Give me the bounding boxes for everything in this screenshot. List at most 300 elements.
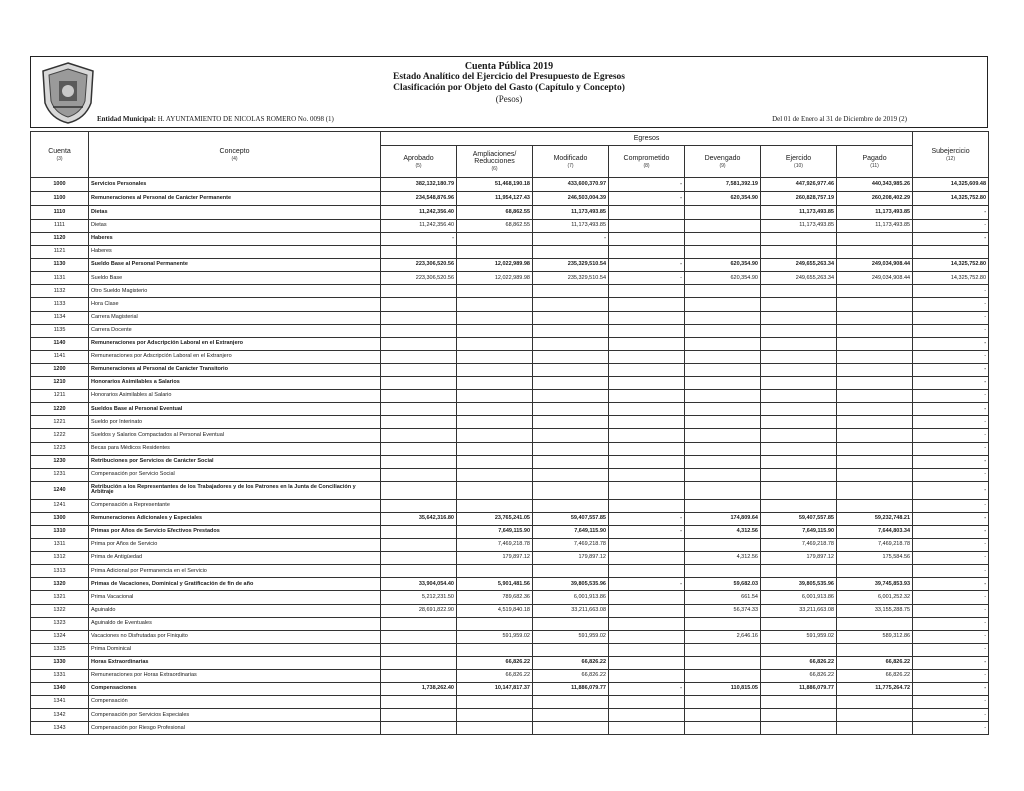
cell-comprometido [609, 298, 685, 311]
cell-comprometido: - [609, 272, 685, 285]
cell-modificado: - [533, 233, 609, 246]
cell-subejercicio: - [913, 363, 989, 376]
cell-cuenta: 1210 [31, 377, 89, 390]
cell-aprobado [381, 468, 457, 481]
cell-pagado: 66,826.22 [837, 670, 913, 683]
cell-ampliaciones: 179,897.12 [457, 552, 533, 565]
cell-subejercicio: - [913, 604, 989, 617]
cell-devengado: 620,354.90 [685, 272, 761, 285]
cell-pagado [837, 233, 913, 246]
cell-ampliaciones [457, 722, 533, 735]
cell-devengado: 110,815.05 [685, 683, 761, 696]
cell-ampliaciones [457, 643, 533, 656]
table-row [31, 591, 989, 604]
cell-concepto: Prima de Antigüedad [89, 552, 381, 565]
table-row [31, 481, 989, 499]
cell-modificado: 7,469,218.78 [533, 539, 609, 552]
cell-comprometido [609, 630, 685, 643]
cell-devengado [685, 539, 761, 552]
cell-comprometido: - [609, 259, 685, 272]
cell-cuenta: 1111 [31, 220, 89, 233]
cell-modificado [533, 363, 609, 376]
cell-modificado: 235,329,510.54 [533, 259, 609, 272]
cell-ampliaciones [457, 565, 533, 578]
cell-devengado: 56,374.33 [685, 604, 761, 617]
table-row [31, 390, 989, 403]
cell-aprobado [381, 630, 457, 643]
cell-modificado [533, 565, 609, 578]
cell-concepto: Sueldo Base al Personal Permanente [89, 259, 381, 272]
cell-cuenta: 1221 [31, 416, 89, 429]
table-row [31, 630, 989, 643]
cell-ejercido [761, 481, 837, 499]
cell-concepto: Servicios Personales [89, 178, 381, 192]
cell-concepto: Sueldo por Interinato [89, 416, 381, 429]
cell-subejercicio: - [913, 429, 989, 442]
cell-aprobado: 382,132,180.79 [381, 178, 457, 192]
cell-pagado [837, 442, 913, 455]
cell-cuenta: 1000 [31, 178, 89, 192]
report-currency: (Pesos) [495, 94, 523, 104]
cell-comprometido [609, 403, 685, 416]
cell-cuenta: 1341 [31, 696, 89, 709]
cell-comprometido [609, 552, 685, 565]
cell-comprometido [609, 539, 685, 552]
table-row [31, 272, 989, 285]
cell-subejercicio [913, 246, 989, 259]
cell-cuenta: 1240 [31, 481, 89, 499]
cell-aprobado: 33,904,054.40 [381, 578, 457, 591]
cell-modificado [533, 468, 609, 481]
cell-ampliaciones [457, 298, 533, 311]
cell-devengado [685, 285, 761, 298]
cell-ampliaciones: 5,901,481.56 [457, 578, 533, 591]
cell-pagado [837, 429, 913, 442]
header-cuenta: Cuenta (3) [31, 132, 89, 178]
header-devengado: Devengado (9) [685, 146, 761, 178]
table-row [31, 377, 989, 390]
cell-subejercicio: - [913, 442, 989, 455]
cell-cuenta: 1220 [31, 403, 89, 416]
cell-pagado: 7,469,218.78 [837, 539, 913, 552]
cell-subejercicio: - [913, 525, 989, 538]
cell-comprometido [609, 455, 685, 468]
cell-modificado: 11,173,493.85 [533, 206, 609, 220]
cell-ejercido [761, 285, 837, 298]
cell-pagado [837, 617, 913, 630]
cell-ejercido [761, 350, 837, 363]
cell-comprometido [609, 442, 685, 455]
cell-cuenta: 1200 [31, 363, 89, 376]
cell-devengado [685, 337, 761, 350]
cell-devengado: 59,682.03 [685, 578, 761, 591]
header-aprobado: Aprobado (5) [381, 146, 457, 178]
cell-devengado [685, 709, 761, 722]
report-header [30, 56, 988, 128]
cell-pagado [837, 285, 913, 298]
cell-subejercicio: - [913, 324, 989, 337]
table-row [31, 233, 989, 246]
cell-devengado [685, 499, 761, 512]
table-row [31, 643, 989, 656]
table-body [31, 178, 989, 735]
cell-cuenta: 1322 [31, 604, 89, 617]
cell-modificado [533, 429, 609, 442]
cell-comprometido [609, 416, 685, 429]
cell-ampliaciones [457, 403, 533, 416]
cell-modificado: 246,503,004.39 [533, 192, 609, 206]
cell-comprometido: - [609, 192, 685, 206]
cell-ampliaciones [457, 617, 533, 630]
cell-ejercido: 249,655,263.34 [761, 259, 837, 272]
cell-concepto: Prima por Años de Servicio [89, 539, 381, 552]
cell-pagado [837, 696, 913, 709]
cell-comprometido [609, 722, 685, 735]
cell-devengado [685, 565, 761, 578]
cell-aprobado: 5,212,231.50 [381, 591, 457, 604]
cell-devengado [685, 246, 761, 259]
cell-concepto: Compensación por Servicio Social [89, 468, 381, 481]
cell-concepto: Remuneraciones por Adscripción Laboral en el Extranjero [89, 350, 381, 363]
cell-ejercido: 179,897.12 [761, 552, 837, 565]
cell-devengado [685, 390, 761, 403]
cell-ejercido: 249,655,263.34 [761, 272, 837, 285]
cell-cuenta: 1130 [31, 259, 89, 272]
cell-comprometido [609, 499, 685, 512]
cell-concepto: Remuneraciones Adicionales y Especiales [89, 512, 381, 525]
cell-subejercicio: - [913, 298, 989, 311]
cell-cuenta: 1100 [31, 192, 89, 206]
cell-aprobado [381, 350, 457, 363]
cell-aprobado: 35,642,316.80 [381, 512, 457, 525]
table-row [31, 429, 989, 442]
table-row [31, 403, 989, 416]
cell-ejercido [761, 617, 837, 630]
cell-aprobado [381, 722, 457, 735]
cell-ampliaciones [457, 311, 533, 324]
cell-comprometido [609, 390, 685, 403]
cell-modificado: 33,211,663.08 [533, 604, 609, 617]
cell-ampliaciones [457, 481, 533, 499]
cell-subejercicio: - [913, 468, 989, 481]
table-row [31, 206, 989, 220]
cell-subejercicio: - [913, 337, 989, 350]
cell-aprobado [381, 643, 457, 656]
cell-ampliaciones: 591,959.02 [457, 630, 533, 643]
cell-pagado [837, 499, 913, 512]
cell-devengado [685, 670, 761, 683]
cell-concepto: Hora Clase [89, 298, 381, 311]
cell-cuenta: 1300 [31, 512, 89, 525]
cell-comprometido [609, 246, 685, 259]
cell-comprometido [609, 429, 685, 442]
cell-ejercido [761, 324, 837, 337]
cell-concepto: Compensación [89, 696, 381, 709]
cell-ejercido: 11,173,493.85 [761, 220, 837, 233]
cell-subejercicio: - [913, 512, 989, 525]
cell-subejercicio: 14,325,752.80 [913, 192, 989, 206]
cell-modificado [533, 350, 609, 363]
cell-subejercicio: - [913, 206, 989, 220]
header-comprometido: Comprometido (8) [609, 146, 685, 178]
cell-ejercido: 66,826.22 [761, 670, 837, 683]
cell-modificado [533, 311, 609, 324]
cell-ampliaciones: 10,147,817.37 [457, 683, 533, 696]
cell-subejercicio: - [913, 656, 989, 669]
cell-modificado: 179,897.12 [533, 552, 609, 565]
cell-modificado [533, 246, 609, 259]
cell-ejercido: 591,959.02 [761, 630, 837, 643]
cell-devengado [685, 468, 761, 481]
cell-pagado: 7,644,803.34 [837, 525, 913, 538]
cell-devengado [685, 377, 761, 390]
cell-devengado [685, 220, 761, 233]
table-row [31, 363, 989, 376]
cell-concepto: Compensaciones [89, 683, 381, 696]
entity-ref: (1) [325, 115, 334, 123]
cell-modificado: 11,173,493.85 [533, 220, 609, 233]
cell-ejercido: 66,826.22 [761, 656, 837, 669]
cell-pagado: 39,745,853.93 [837, 578, 913, 591]
cell-ampliaciones: 66,826.22 [457, 656, 533, 669]
cell-aprobado [381, 499, 457, 512]
cell-ejercido [761, 363, 837, 376]
cell-comprometido [609, 591, 685, 604]
cell-comprometido [609, 696, 685, 709]
cell-ampliaciones: 23,765,241.05 [457, 512, 533, 525]
cell-ampliaciones [457, 468, 533, 481]
cell-modificado: 235,329,510.54 [533, 272, 609, 285]
cell-concepto: Sueldos Base al Personal Eventual [89, 403, 381, 416]
table-row [31, 670, 989, 683]
report-titles [31, 61, 987, 105]
cell-pagado [837, 311, 913, 324]
cell-ejercido [761, 337, 837, 350]
cell-pagado [837, 455, 913, 468]
cell-comprometido: - [609, 578, 685, 591]
cell-modificado [533, 337, 609, 350]
table-row [31, 324, 989, 337]
cell-comprometido [609, 709, 685, 722]
period-line [772, 115, 907, 123]
table-row [31, 192, 989, 206]
cell-ampliaciones: 68,862.55 [457, 206, 533, 220]
cell-modificado [533, 643, 609, 656]
cell-subejercicio: - [913, 591, 989, 604]
cell-cuenta: 1135 [31, 324, 89, 337]
cell-aprobado [381, 337, 457, 350]
cell-ejercido [761, 298, 837, 311]
table-row [31, 416, 989, 429]
cell-pagado [837, 363, 913, 376]
cell-pagado [837, 246, 913, 259]
header-ampliaciones: Ampliaciones/ Reducciones (6) [457, 146, 533, 178]
cell-cuenta: 1231 [31, 468, 89, 481]
cell-concepto: Carrera Docente [89, 324, 381, 337]
cell-pagado: 440,343,985.26 [837, 178, 913, 192]
cell-ejercido [761, 233, 837, 246]
cell-subejercicio: - [913, 416, 989, 429]
cell-ampliaciones [457, 442, 533, 455]
cell-comprometido: - [609, 683, 685, 696]
cell-ampliaciones [457, 324, 533, 337]
table-row [31, 285, 989, 298]
cell-aprobado: - [381, 233, 457, 246]
table-row [31, 442, 989, 455]
cell-cuenta: 1140 [31, 337, 89, 350]
cell-concepto: Sueldo Base [89, 272, 381, 285]
cell-pagado: 11,173,493.85 [837, 220, 913, 233]
cell-concepto: Carrera Magisterial [89, 311, 381, 324]
cell-modificado [533, 696, 609, 709]
cell-ejercido: 7,469,218.78 [761, 539, 837, 552]
cell-cuenta: 1134 [31, 311, 89, 324]
period-ref: (2) [898, 115, 907, 123]
cell-modificado: 11,886,079.77 [533, 683, 609, 696]
cell-cuenta: 1311 [31, 539, 89, 552]
cell-devengado [685, 298, 761, 311]
cell-devengado [685, 206, 761, 220]
cell-aprobado [381, 656, 457, 669]
cell-modificado: 59,407,557.85 [533, 512, 609, 525]
cell-concepto: Horas Extraordinarias [89, 656, 381, 669]
cell-pagado [837, 390, 913, 403]
cell-comprometido [609, 311, 685, 324]
cell-concepto: Prima Adicional por Permanencia en el Servicio [89, 565, 381, 578]
cell-concepto: Retribuciones por Servicios de Carácter Social [89, 455, 381, 468]
cell-cuenta: 1110 [31, 206, 89, 220]
cell-pagado [837, 722, 913, 735]
cell-ampliaciones [457, 429, 533, 442]
cell-devengado [685, 455, 761, 468]
cell-pagado: 66,826.22 [837, 656, 913, 669]
cell-ejercido: 447,926,977.46 [761, 178, 837, 192]
cell-aprobado [381, 390, 457, 403]
cell-pagado [837, 481, 913, 499]
budget-table [30, 131, 989, 735]
cell-aprobado [381, 670, 457, 683]
cell-ejercido [761, 429, 837, 442]
table-row [31, 512, 989, 525]
cell-subejercicio: - [913, 390, 989, 403]
cell-subejercicio: - [913, 499, 989, 512]
report-title: Cuenta Pública 2019 [464, 61, 554, 72]
cell-concepto: Retribución a los Representantes de los Trabajadores y de los Patrones en la Junta de Conciliación y Arbitraje [89, 481, 381, 499]
cell-subejercicio: - [913, 285, 989, 298]
cell-ejercido [761, 696, 837, 709]
cell-subejercicio: - [913, 630, 989, 643]
cell-ampliaciones [457, 390, 533, 403]
cell-devengado: 661.54 [685, 591, 761, 604]
cell-concepto: Haberes [89, 246, 381, 259]
cell-subejercicio: - [913, 617, 989, 630]
cell-modificado: 66,826.22 [533, 670, 609, 683]
cell-ampliaciones [457, 455, 533, 468]
cell-comprometido [609, 670, 685, 683]
cell-comprometido: - [609, 525, 685, 538]
cell-pagado: 59,232,748.21 [837, 512, 913, 525]
cell-ejercido [761, 722, 837, 735]
cell-subejercicio: - [913, 539, 989, 552]
cell-ejercido: 260,828,757.19 [761, 192, 837, 206]
cell-aprobado: 1,738,262.40 [381, 683, 457, 696]
cell-aprobado: 223,306,520.56 [381, 272, 457, 285]
cell-devengado [685, 643, 761, 656]
cell-subejercicio: - [913, 350, 989, 363]
table-row [31, 525, 989, 538]
cell-ejercido [761, 565, 837, 578]
cell-ampliaciones [457, 499, 533, 512]
cell-aprobado [381, 442, 457, 455]
cell-aprobado [381, 565, 457, 578]
table-row [31, 565, 989, 578]
table-row [31, 696, 989, 709]
cell-ejercido [761, 455, 837, 468]
cell-cuenta: 1343 [31, 722, 89, 735]
cell-cuenta: 1120 [31, 233, 89, 246]
cell-aprobado [381, 525, 457, 538]
cell-ampliaciones [457, 246, 533, 259]
entity-line [97, 115, 334, 123]
table-row [31, 604, 989, 617]
cell-modificado [533, 377, 609, 390]
cell-devengado [685, 403, 761, 416]
cell-modificado: 433,600,370.97 [533, 178, 609, 192]
cell-comprometido [609, 324, 685, 337]
cell-aprobado [381, 416, 457, 429]
cell-subejercicio: - [913, 481, 989, 499]
cell-pagado: 175,584.56 [837, 552, 913, 565]
cell-ampliaciones [457, 285, 533, 298]
cell-comprometido [609, 565, 685, 578]
cell-modificado [533, 481, 609, 499]
cell-cuenta: 1230 [31, 455, 89, 468]
cell-ejercido [761, 442, 837, 455]
cell-modificado: 591,959.02 [533, 630, 609, 643]
cell-concepto: Otro Sueldo Magisterio [89, 285, 381, 298]
cell-devengado [685, 429, 761, 442]
cell-modificado [533, 390, 609, 403]
cell-cuenta: 1131 [31, 272, 89, 285]
header-egresos: Egresos [381, 132, 913, 146]
cell-cuenta: 1325 [31, 643, 89, 656]
cell-devengado [685, 696, 761, 709]
cell-concepto: Primas por Años de Servicio Efectivos Prestados [89, 525, 381, 538]
cell-ejercido: 39,805,535.96 [761, 578, 837, 591]
cell-aprobado [381, 363, 457, 376]
cell-modificado [533, 617, 609, 630]
cell-modificado: 66,826.22 [533, 656, 609, 669]
header-pagado: Pagado (11) [837, 146, 913, 178]
cell-devengado [685, 722, 761, 735]
cell-concepto: Aguinaldo [89, 604, 381, 617]
cell-cuenta: 1342 [31, 709, 89, 722]
cell-aprobado [381, 539, 457, 552]
cell-pagado: 249,034,908.44 [837, 259, 913, 272]
cell-subejercicio: - [913, 220, 989, 233]
table-row [31, 656, 989, 669]
cell-ampliaciones [457, 233, 533, 246]
cell-ampliaciones: 66,826.22 [457, 670, 533, 683]
cell-ejercido: 33,211,663.08 [761, 604, 837, 617]
cell-pagado [837, 643, 913, 656]
cell-ampliaciones [457, 363, 533, 376]
cell-comprometido [609, 220, 685, 233]
cell-cuenta: 1223 [31, 442, 89, 455]
cell-pagado: 260,208,402.29 [837, 192, 913, 206]
cell-ejercido [761, 709, 837, 722]
cell-aprobado: 11,242,356.40 [381, 206, 457, 220]
